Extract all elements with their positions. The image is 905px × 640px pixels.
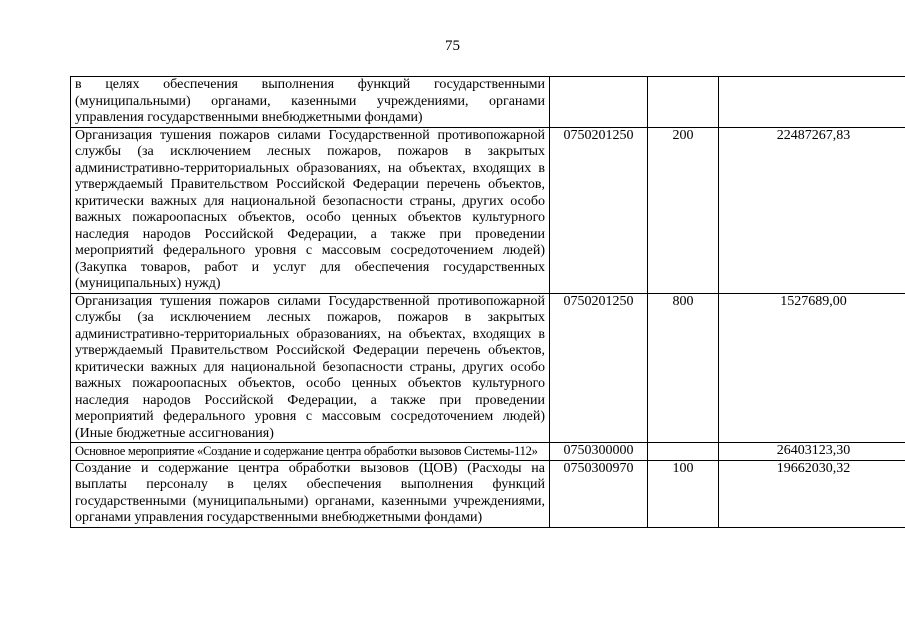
row-code: 0750300000 (550, 443, 648, 461)
row-description: Организация тушения пожаров силами Государственной противопожарной службы (за исключением лесных пожаров, пожаров в закрытых административно-территориальных образованиях, на объектах, входящих в утверждаемый Правительством Российской Федерации перечень объектов, критически важных для национальной безопасности страны, других особо важных пожароопасных объектов, особо ценных объектов культурного наследия народов Российской Федерации, а также при проведении мероприятий федерального уровня с массовым сосредоточением людей) (Иные бюджетные ассигнования) (71, 293, 550, 443)
row-code: 0750300970 (550, 460, 648, 527)
table-row (71, 443, 905, 461)
row-code: 0750201250 (550, 293, 648, 443)
row-description: Основное мероприятие «Создание и содержание центра обработки вызовов Системы-112» (71, 443, 550, 461)
row-amount: 22487267,83 (719, 127, 905, 293)
table-row (71, 460, 905, 527)
row-description: Организация тушения пожаров силами Государственной противопожарной службы (за исключением лесных пожаров, пожаров в закрытых административно-территориальных образованиях, на объектах, входящих в утверждаемый Правительством Российской Федерации перечень объектов, критически важных для национальной безопасности страны, других особо важных пожароопасных объектов, особо ценных объектов культурного наследия народов Российской Федерации, а также при проведении мероприятий федерального уровня с массовым сосредоточением людей) (Закупка товаров, работ и услуг для обеспечения государственных (муниципальных) нужд) (71, 127, 550, 293)
page-number: 75 (445, 38, 460, 54)
row-amount: 19662030,32 (719, 460, 905, 527)
row-code (550, 77, 648, 128)
table-row (71, 127, 905, 293)
row-amount: 1527689,00 (719, 293, 905, 443)
row-amount (719, 77, 905, 128)
row-expense-type (648, 443, 719, 461)
row-expense-type (648, 77, 719, 128)
table-row (71, 293, 905, 443)
row-amount: 26403123,30 (719, 443, 905, 461)
row-expense-type: 200 (648, 127, 719, 293)
row-expense-type: 800 (648, 293, 719, 443)
table-row (71, 77, 905, 128)
row-description: Создание и содержание центра обработки вызовов (ЦОВ) (Расходы на выплаты персоналу в целях обеспечения выполнения функций государственными (муниципальными) органами, казенными учреждениями, органами управления государственными внебюджетными фондами) (71, 460, 550, 527)
budget-table (70, 76, 905, 528)
row-description: в целях обеспечения выполнения функций государственными (муниципальными) органами, казенными учреждениями, органами управления государственными внебюджетными фондами) (71, 77, 550, 128)
row-expense-type: 100 (648, 460, 719, 527)
row-code: 0750201250 (550, 127, 648, 293)
